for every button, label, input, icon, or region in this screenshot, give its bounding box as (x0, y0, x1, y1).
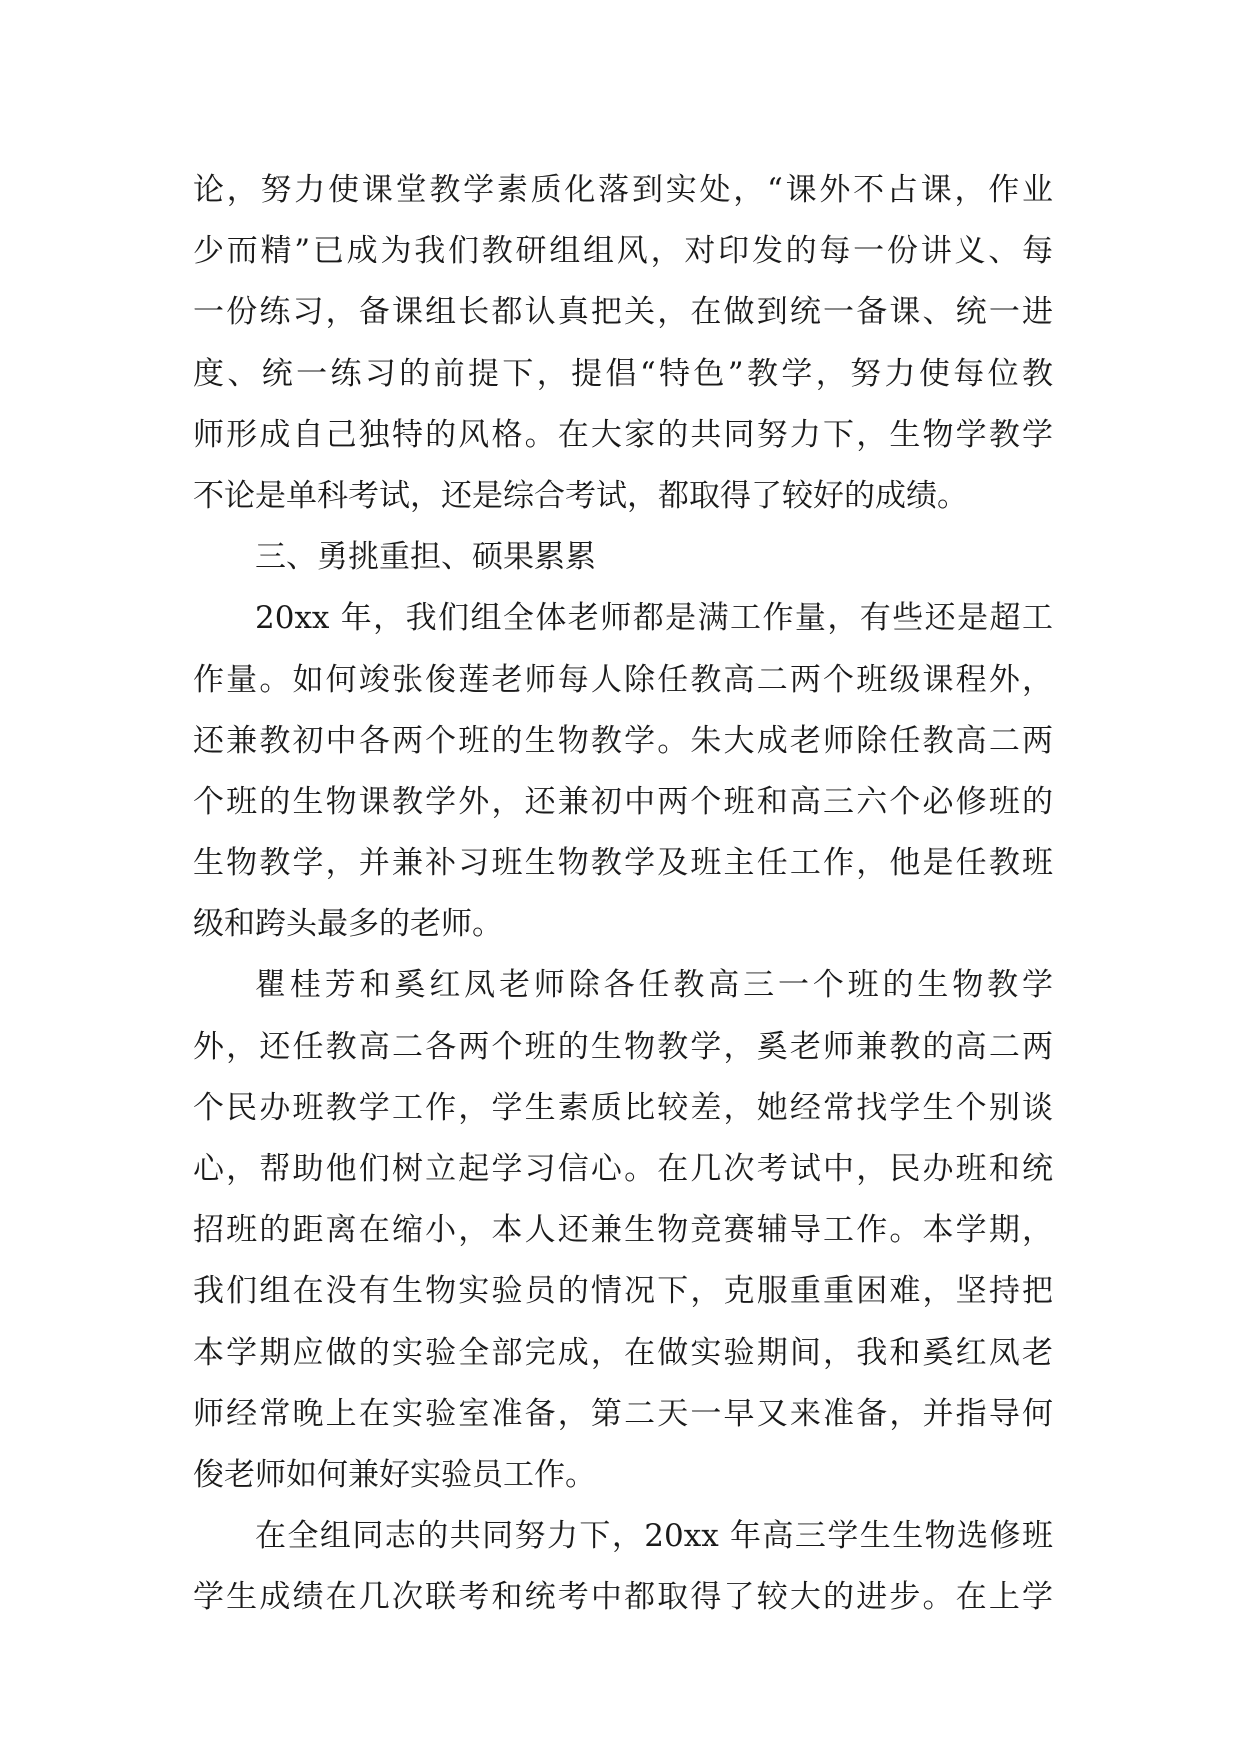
text-line: 三、勇挑重担、硕果累累 (255, 539, 596, 576)
text-line: 一份练习，备课组长都认真把关，在做到统一备课、统一进 (193, 294, 1053, 331)
text-line: 俊老师如何兼好实验员工作。 (193, 1456, 596, 1493)
text-line: 少而精”已成为我们教研组组风，对印发的每一份讲义、每 (193, 233, 1053, 270)
text-line: 学生成绩在几次联考和统考中都取得了较大的进步。在上学 (193, 1579, 1053, 1616)
text-line: 论，努力使课堂教学素质化落到实处，“课外不占课，作业 (193, 172, 1053, 208)
text-line: 瞿桂芳和奚红凤老师除各任教高三一个班的生物教学 (255, 967, 1053, 1004)
text-line: 20xx 年，我们组全体老师都是满工作量，有些还是超工 (255, 600, 1053, 637)
text-line: 外，还任教高二各两个班的生物教学，奚老师兼教的高二两 (193, 1028, 1053, 1065)
text-line: 生物教学，并兼补习班生物教学及班主任工作，他是任教班 (193, 845, 1053, 882)
text-line: 个民办班教学工作，学生素质比较差，她经常找学生个别谈 (193, 1089, 1053, 1126)
text-line: 不论是单科考试，还是综合考试，都取得了较好的成绩。 (193, 477, 968, 514)
document-body (193, 160, 1053, 1629)
text-line: 本学期应做的实验全部完成，在做实验期间，我和奚红凤老 (193, 1334, 1053, 1371)
text-line: 我们组在没有生物实验员的情况下，克服重重困难，坚持把 (193, 1273, 1053, 1310)
text-line: 作量。如何竣张俊莲老师每人除任教高二两个班级课程外， (193, 661, 1053, 698)
text-line: 在全组同志的共同努力下，20xx 年高三学生生物选修班 (255, 1518, 1053, 1555)
text-line: 度、统一练习的前提下，提倡“特色”教学，努力使每位教 (193, 355, 1053, 392)
text-line: 个班的生物课教学外，还兼初中两个班和高三六个必修班的 (193, 783, 1053, 820)
text-line: 级和跨头最多的老师。 (193, 906, 503, 943)
text-line: 招班的距离在缩小，本人还兼生物竞赛辅导工作。本学期， (193, 1212, 1053, 1249)
text-line: 还兼教初中各两个班的生物教学。朱大成老师除任教高二两 (193, 722, 1053, 759)
text-line: 心，帮助他们树立起学习信心。在几次考试中，民办班和统 (193, 1151, 1053, 1187)
text-line: 师形成自己独特的风格。在大家的共同努力下，生物学教学 (193, 416, 1053, 453)
text-line: 师经常晚上在实验室准备，第二天一早又来准备，并指导何 (193, 1395, 1053, 1432)
